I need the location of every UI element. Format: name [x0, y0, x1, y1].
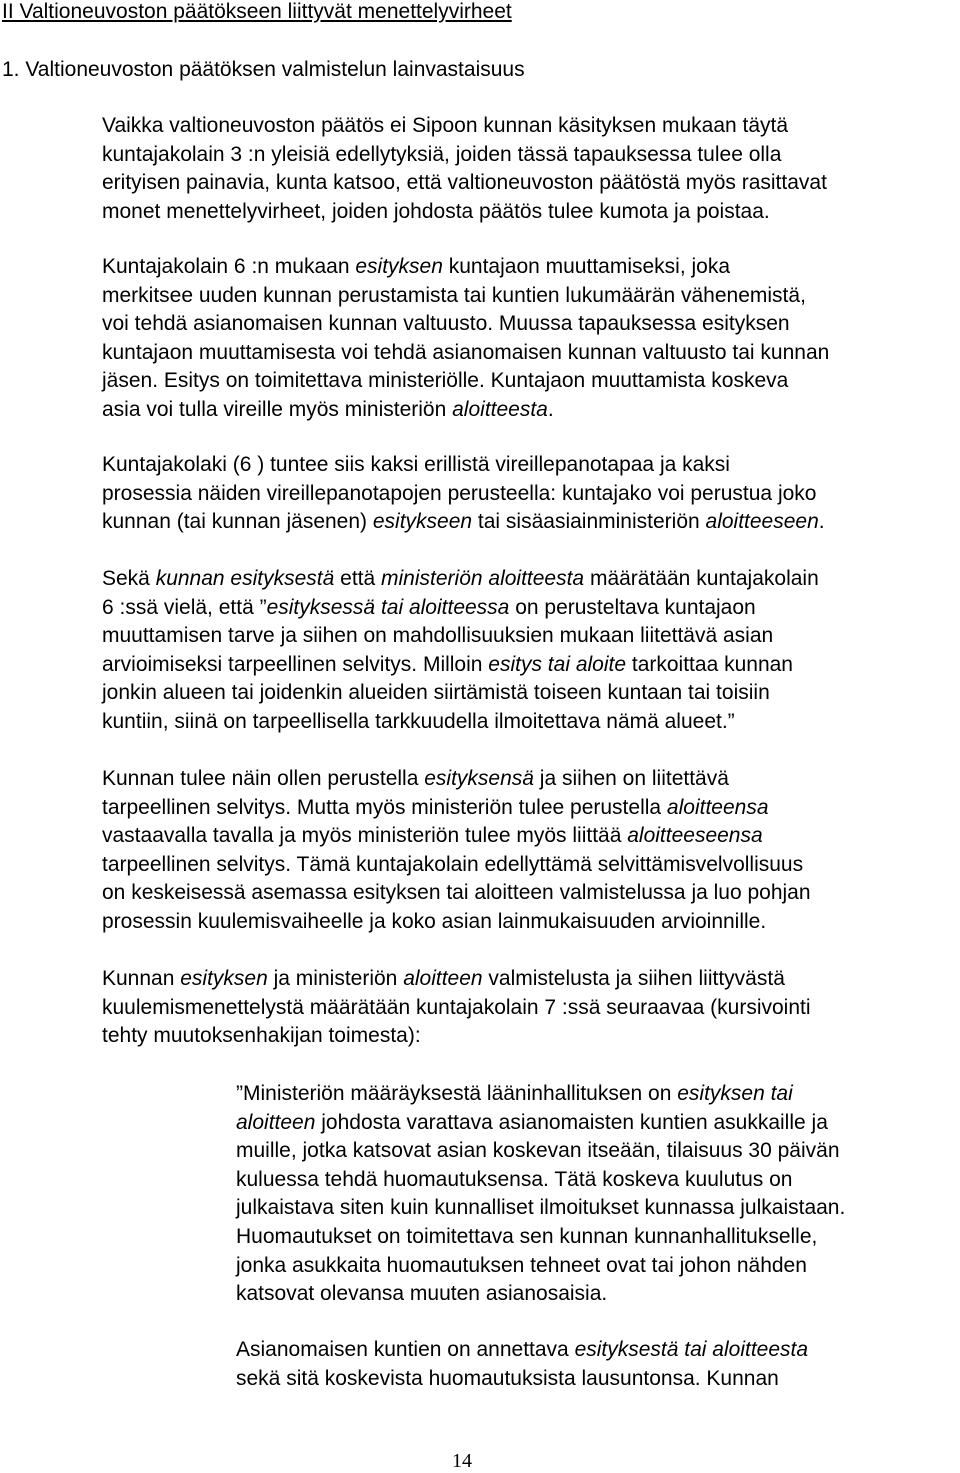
text-run: että	[334, 567, 382, 590]
text-run: .	[818, 510, 825, 534]
text-run: valmistelusta ja siihen liittyvästä kuulemismenettelystä määrätään kuntajakolain 7 :ssä seuraavaa (kursivointi tehty muutoksenhakijan toimesta):	[102, 967, 811, 1048]
paragraph	[102, 565, 960, 737]
text-run: määrätään kuntajakolain 6 :ssä vielä, että ”	[102, 567, 819, 619]
italic-text-run: aloitteensa	[666, 795, 769, 819]
text-run: ja ministeriön	[267, 967, 404, 990]
section-heading: II Valtioneuvoston päätökseen liittyvät menettelyvirheet	[2, 0, 512, 23]
page-number: 14	[452, 1450, 472, 1472]
italic-text-run: esityksensä	[424, 767, 534, 790]
text-run: Kunnan tulee näin ollen perustella	[102, 767, 425, 790]
text-run: Kuntajakolain 6 :n mukaan	[102, 255, 356, 278]
text-run: on perusteltava kuntajaon muuttamisen tarve ja siihen on mahdollisuuksien mukaan liitettävä asian arvioimiseksi tarpeellinen selvitys. Milloin	[102, 595, 774, 676]
text-run: tarpeellinen selvitys. Tämä kuntajakolain edellyttämä selvittämisvelvollisuus on keskeisessä asemassa esityksen tai aloitteen valmistelussa ja luo pohjan prosessin kuulemisvaiheelle ja koko asian lainmukaisuuden arvioinnille.	[102, 852, 811, 933]
italic-text-run: aloitteen	[403, 967, 483, 990]
italic-text-run: aloitteesta	[452, 397, 548, 421]
italic-text-run: esitys tai aloite	[488, 652, 627, 676]
text-run: Kuntajakolaki (6 ) tuntee siis kaksi erillistä vireillepanotapaa ja kaksi prosessia näiden vireillepanotapojen perusteella: kuntajako voi perustua joko kunnan (tai kunnan jäsenen)	[102, 453, 817, 534]
text-run: johdosta varattava asianomaisten kuntien asukkaille ja muille, jotka katsovat asian koskevan itseään, tilaisuus 30 päivän kuluessa tehdä huomautuksensa. Tätä koskeva kuulutus on julkaistava siten kuin kunnalliset ilmoitukset kunnassa julkaistaan. Huomautukset on toimitettava sen kunnan kunnanhallitukselle, jonka asukkaita huomautuksen tehneet ovat tai johon nähden katsovat olevansa muuten asianosaisia.	[236, 1110, 846, 1306]
text-run: ja siihen on liitettävä tarpeellinen selvitys. Mutta myös ministeriön tulee perustella	[102, 767, 729, 819]
block-quote	[236, 1080, 960, 1309]
text-run: kuntajaon muuttamiseksi, joka merkitsee uuden kunnan perustamista tai kuntien lukumäärän vähenemistä, voi tehdä asianomaisen kunnan valtuusto. Muussa tapauksessa esityksen kuntajaon muuttamisesta voi tehdä asianomaisen kunnan valtuusto tai kunnan jäsen. Esitys on toimitettava ministeriölle. Kuntajaon muuttamista koskeva asia voi tulla vireille myös ministeriön	[102, 255, 830, 421]
paragraph	[102, 451, 960, 537]
paragraph	[102, 765, 960, 937]
italic-text-run: esitykseen	[372, 510, 473, 534]
text-run: Sekä	[102, 567, 156, 590]
italic-text-run: esityksestä tai aloitteesta	[574, 1338, 809, 1361]
subsection-heading: 1. Valtioneuvoston päätöksen valmistelun lainvastaisuus	[2, 58, 525, 81]
text-run: sekä sitä koskevista huomautuksista lausuntonsa. Kunnan	[236, 1366, 779, 1390]
text-run: Kunnan	[102, 967, 181, 990]
italic-text-run: kunnan esityksestä	[155, 567, 335, 590]
italic-text-run: ministeriön aloitteesta	[381, 567, 585, 590]
text-run: tarkoittaa kunnan jonkin alueen tai joidenkin alueiden siirtämistä toiseen kuntaan tai toisiin kuntiin, siinä on tarpeellisella tarkkuudella ilmoitettava nämä alueet.”	[102, 652, 793, 733]
italic-text-run: esityksen	[180, 967, 268, 990]
italic-text-run: esityksen tai aloitteen	[236, 1082, 793, 1134]
text-run: vastaavalla tavalla ja myös ministeriön tulee myös liittää	[102, 824, 622, 848]
text-run: ”Ministeriön määräyksestä lääninhallituksen on	[236, 1082, 678, 1105]
paragraph	[102, 965, 960, 1051]
text-run: Vaikka valtioneuvoston päätös ei Sipoon kunnan käsityksen mukaan täytä kuntajakolain 3 :n yleisiä edellytyksiä, joiden tässä tapauksessa tulee olla erityisen painavia, kunta katsoo, että valtioneuvoston päätöstä myös rasittavat monet menettelyvirheet, joiden johdosta päätös tulee kumota ja poistaa.	[102, 114, 827, 223]
italic-text-run: esityksessä tai aloitteessa	[266, 595, 510, 619]
text-run: Asianomaisen kuntien on annettava	[236, 1338, 575, 1361]
italic-text-run: esityksen	[355, 255, 443, 278]
text-run: .	[547, 397, 554, 421]
paragraph	[102, 253, 960, 425]
italic-text-run: aloitteeseen	[705, 510, 819, 534]
italic-text-run: aloitteeseensa	[627, 824, 763, 848]
block-quote	[236, 1336, 960, 1393]
paragraph	[102, 112, 960, 226]
text-run: tai sisäasiainministeriön	[472, 510, 706, 534]
